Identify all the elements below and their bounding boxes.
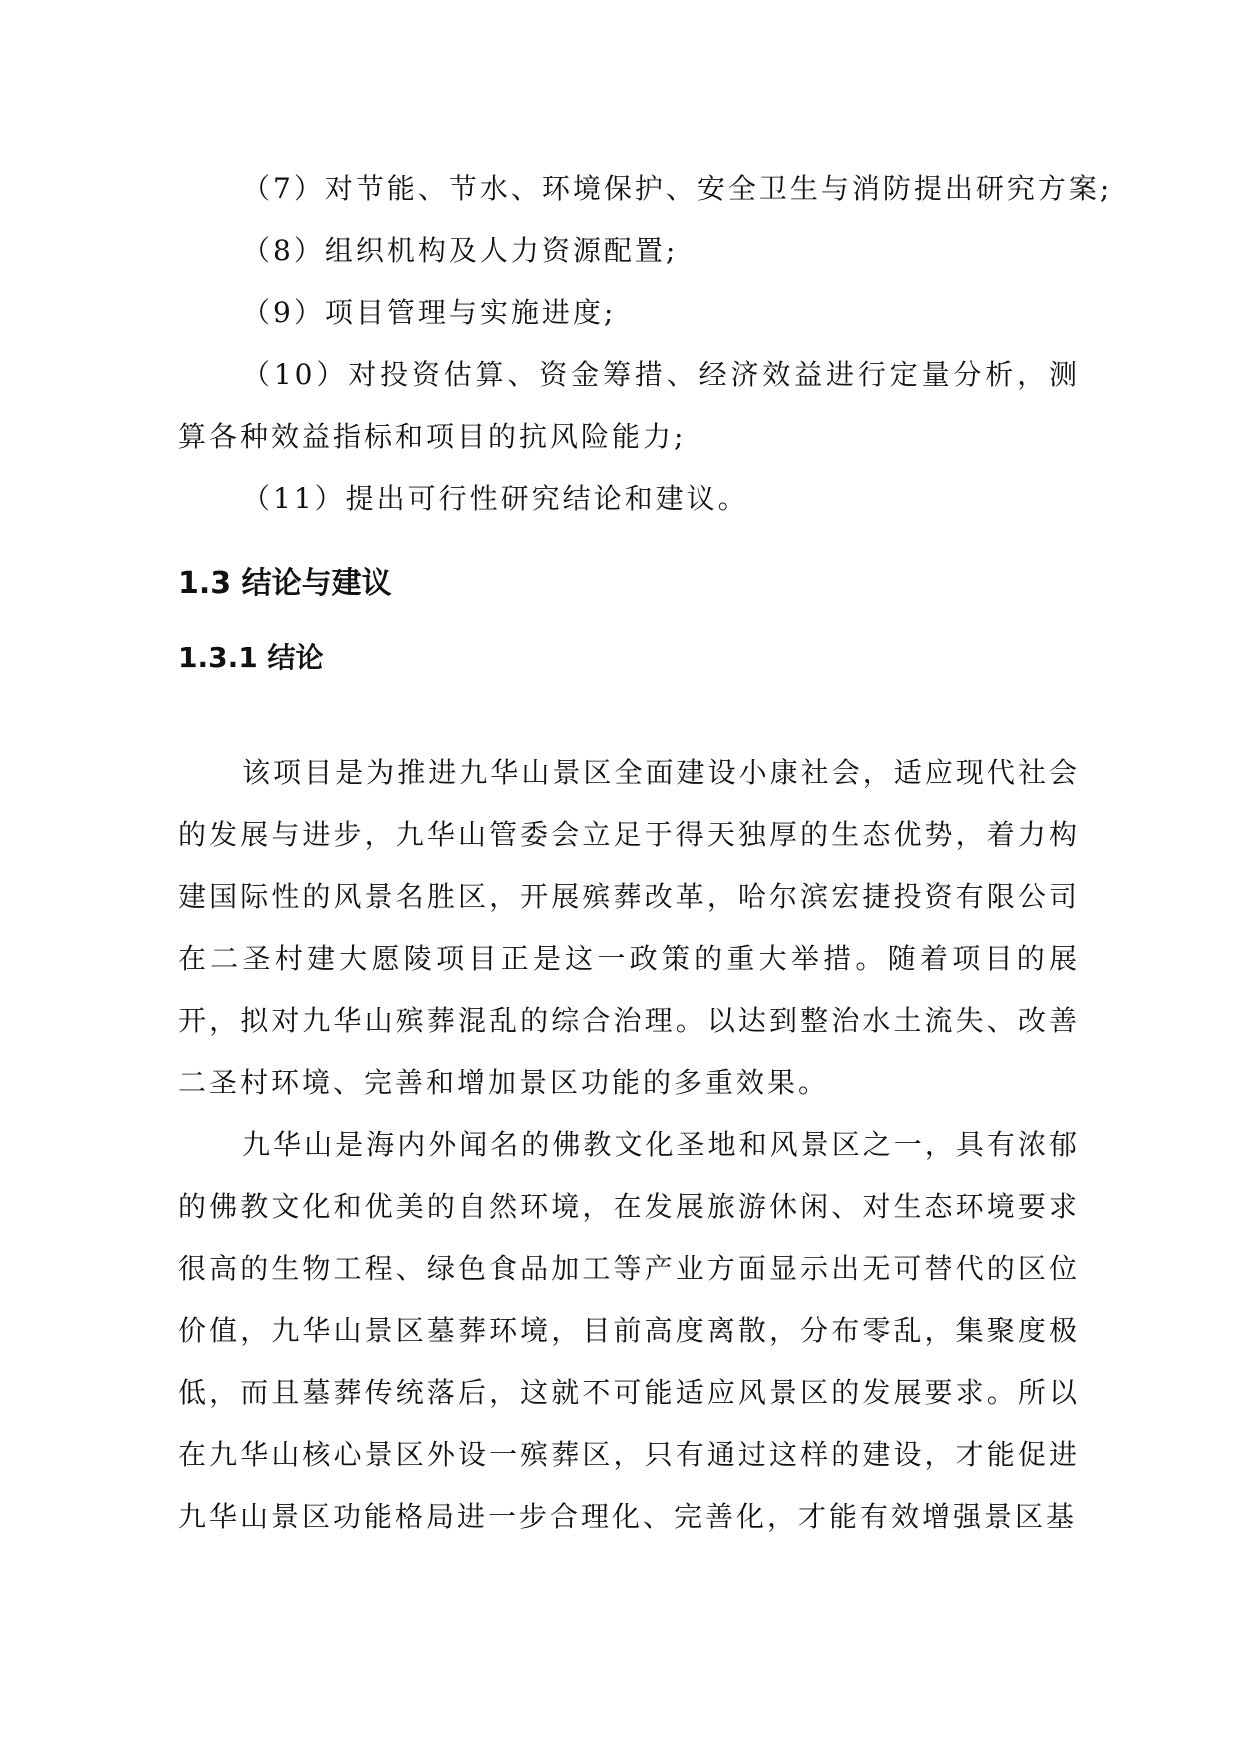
subsection-heading: 1.3.1 结论 <box>178 641 324 674</box>
list-item-10: （10）对投资估算、资金筹措、经济效益进行定量分析，测算各种效益指标和项目的抗风险能力; <box>178 358 1080 453</box>
page-content <box>178 158 1113 1548</box>
list-item-7: （7）对节能、节水、环境保护、安全卫生与消防提出研究方案; <box>242 172 1113 205</box>
list-item-11: （11）提出可行性研究结论和建议。 <box>242 482 749 515</box>
paragraph: 九华山是海内外闻名的佛教文化圣地和风景区之一，具有浓郁的佛教文化和优美的自然环境，在发展旅游休闲、对生态环境要求很高的生物工程、绿色食品加工等产业方面显示出无可替代的区位价值，九华山景区墓葬环境，目前高度离散，分布零乱，集聚度极低，而且墓葬传统落后，这就不可能适应风景区的发展要求。所以在九华山核心景区外设一殡葬区，只有通过这样的建设，才能促进九华山景区功能格局进一步合理化、完善化，才能有效增强景区基 <box>178 1128 1080 1533</box>
list-item-8: （8）组织机构及人力资源配置; <box>242 234 679 267</box>
section-heading: 1.3 结论与建议 <box>178 566 392 601</box>
list-item-9: （9）项目管理与实施进度; <box>242 296 617 329</box>
paragraph: 该项目是为推进九华山景区全面建设小康社会，适应现代社会的发展与进步，九华山管委会立足于得天独厚的生态优势，着力构建国际性的风景名胜区，开展殡葬改革，哈尔滨宏捷投资有限公司在二圣村建大愿陵项目正是这一政策的重大举措。随着项目的展开，拟对九华山殡葬混乱的综合治理。以达到整治水土流失、改善二圣村环境、完善和增加景区功能的多重效果。 <box>178 756 1080 1099</box>
